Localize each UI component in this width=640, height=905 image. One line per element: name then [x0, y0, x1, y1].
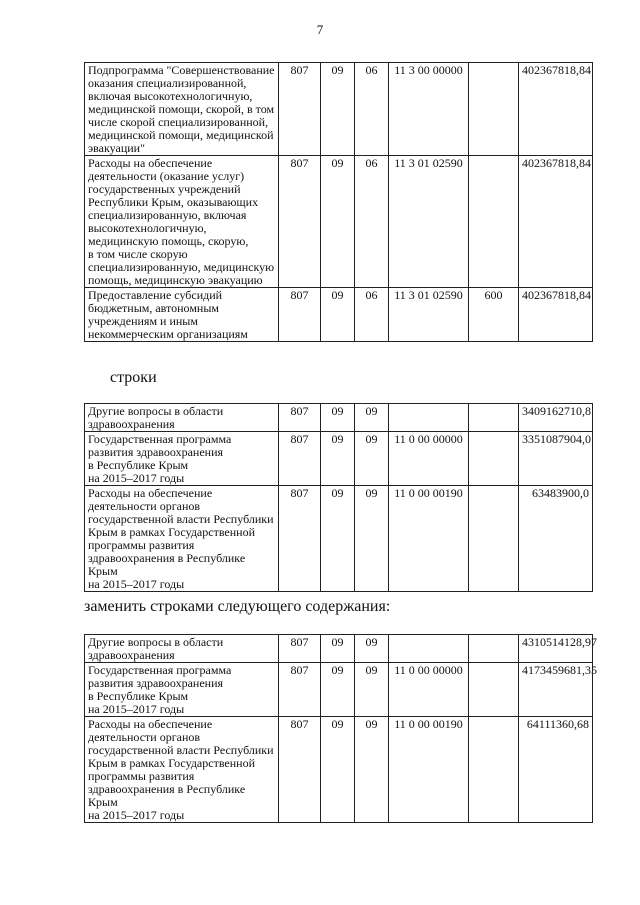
cell-section-code: 09 — [321, 156, 355, 288]
cell-section-code: 09 — [321, 663, 355, 717]
cell-amount: 3351087904,0 — [519, 432, 593, 486]
cell-section-code: 09 — [321, 635, 355, 663]
cell-expense-type — [469, 635, 519, 663]
cell-section-code: 09 — [321, 717, 355, 823]
cell-name: Государственная программа развития здравоохранения в Республике Крым на 2015–2017 годы — [85, 663, 279, 717]
cell-target-code: 11 0 00 00000 — [389, 432, 469, 486]
cell-name: Государственная программа развития здравоохранения в Республике Крым на 2015–2017 годы — [85, 432, 279, 486]
cell-amount: 4310514128,97 — [519, 635, 593, 663]
cell-amount: 4173459681,35 — [519, 663, 593, 717]
cell-expense-type: 600 — [469, 288, 519, 342]
cell-amount: 402367818,84 — [519, 156, 593, 288]
table-row — [85, 156, 593, 288]
cell-target-code: 11 0 00 00000 — [389, 663, 469, 717]
cell-target-code: 11 3 00 00000 — [389, 63, 469, 156]
cell-subsection-code: 09 — [355, 486, 389, 592]
cell-target-code: 11 3 01 02590 — [389, 288, 469, 342]
cell-amount: 63483900,0 — [519, 486, 593, 592]
cell-expense-type — [469, 486, 519, 592]
cell-amount: 402367818,84 — [519, 288, 593, 342]
cell-section-code: 09 — [321, 432, 355, 486]
cell-expense-type — [469, 63, 519, 156]
heading-replace: заменить строками следующего содержания: — [84, 598, 391, 615]
table-row — [85, 432, 593, 486]
table-row — [85, 486, 593, 592]
cell-amount: 402367818,84 — [519, 63, 593, 156]
table-row — [85, 635, 593, 663]
cell-ministry-code: 807 — [279, 663, 321, 717]
table-row — [85, 288, 593, 342]
cell-section-code: 09 — [321, 486, 355, 592]
cell-target-code — [389, 635, 469, 663]
cell-subsection-code: 09 — [355, 663, 389, 717]
cell-ministry-code: 807 — [279, 717, 321, 823]
cell-ministry-code: 807 — [279, 288, 321, 342]
cell-section-code: 09 — [321, 404, 355, 432]
cell-ministry-code: 807 — [279, 404, 321, 432]
cell-section-code: 09 — [321, 288, 355, 342]
cell-subsection-code: 06 — [355, 288, 389, 342]
cell-target-code: 11 0 00 00190 — [389, 486, 469, 592]
cell-name: Расходы на обеспечение деятельности (оказание услуг) государственных учреждений Республики Крым, оказывающих специализированную, включая высокотехнологичную, медицинскую помощь, скорую, в том числе скорую специализированную, медицинскую помощь, медицинскую эвакуацию — [85, 156, 279, 288]
cell-subsection-code: 09 — [355, 404, 389, 432]
cell-subsection-code: 09 — [355, 635, 389, 663]
cell-target-code: 11 3 01 02590 — [389, 156, 469, 288]
cell-ministry-code: 807 — [279, 486, 321, 592]
cell-target-code: 11 0 00 00190 — [389, 717, 469, 823]
cell-ministry-code: 807 — [279, 63, 321, 156]
page-number: 7 — [316, 22, 324, 37]
cell-name: Предоставление субсидий бюджетным, автономным учреждениям и иным некоммерческим организациям — [85, 288, 279, 342]
cell-name: Другие вопросы в области здравоохранения — [85, 404, 279, 432]
cell-subsection-code: 09 — [355, 432, 389, 486]
cell-amount: 3409162710,8 — [519, 404, 593, 432]
cell-section-code: 09 — [321, 63, 355, 156]
cell-expense-type — [469, 717, 519, 823]
cell-name: Подпрограмма "Совершенствование оказания специализированной, включая высокотехнологичную, медицинской помощи, скорой, в том числе скорой специализированной, медицинской помощи, медицинской эвакуации" — [85, 63, 279, 156]
cell-name: Расходы на обеспечение деятельности органов государственной власти Республики Крым в рамках Государственной программы развития здравоохранения в Республике Крым на 2015–2017 годы — [85, 717, 279, 823]
heading-rows: строки — [110, 369, 157, 386]
cell-expense-type — [469, 663, 519, 717]
cell-subsection-code: 09 — [355, 717, 389, 823]
cell-expense-type — [469, 404, 519, 432]
cell-ministry-code: 807 — [279, 635, 321, 663]
table-row — [85, 717, 593, 823]
cell-subsection-code: 06 — [355, 156, 389, 288]
cell-ministry-code: 807 — [279, 432, 321, 486]
cell-ministry-code: 807 — [279, 156, 321, 288]
table-row — [85, 663, 593, 717]
cell-expense-type — [469, 432, 519, 486]
budget-table-new-rows — [84, 634, 597, 823]
cell-name: Другие вопросы в области здравоохранения — [85, 635, 279, 663]
table-row — [85, 63, 593, 156]
cell-target-code — [389, 404, 469, 432]
table-row — [85, 404, 593, 432]
budget-table-current — [84, 62, 593, 342]
cell-amount: 64111360,68 — [519, 717, 593, 823]
cell-subsection-code: 06 — [355, 63, 389, 156]
budget-table-old-rows — [84, 403, 593, 592]
cell-expense-type — [469, 156, 519, 288]
cell-name: Расходы на обеспечение деятельности органов государственной власти Республики Крым в рамках Государственной программы развития здравоохранения в Республике Крым на 2015–2017 годы — [85, 486, 279, 592]
